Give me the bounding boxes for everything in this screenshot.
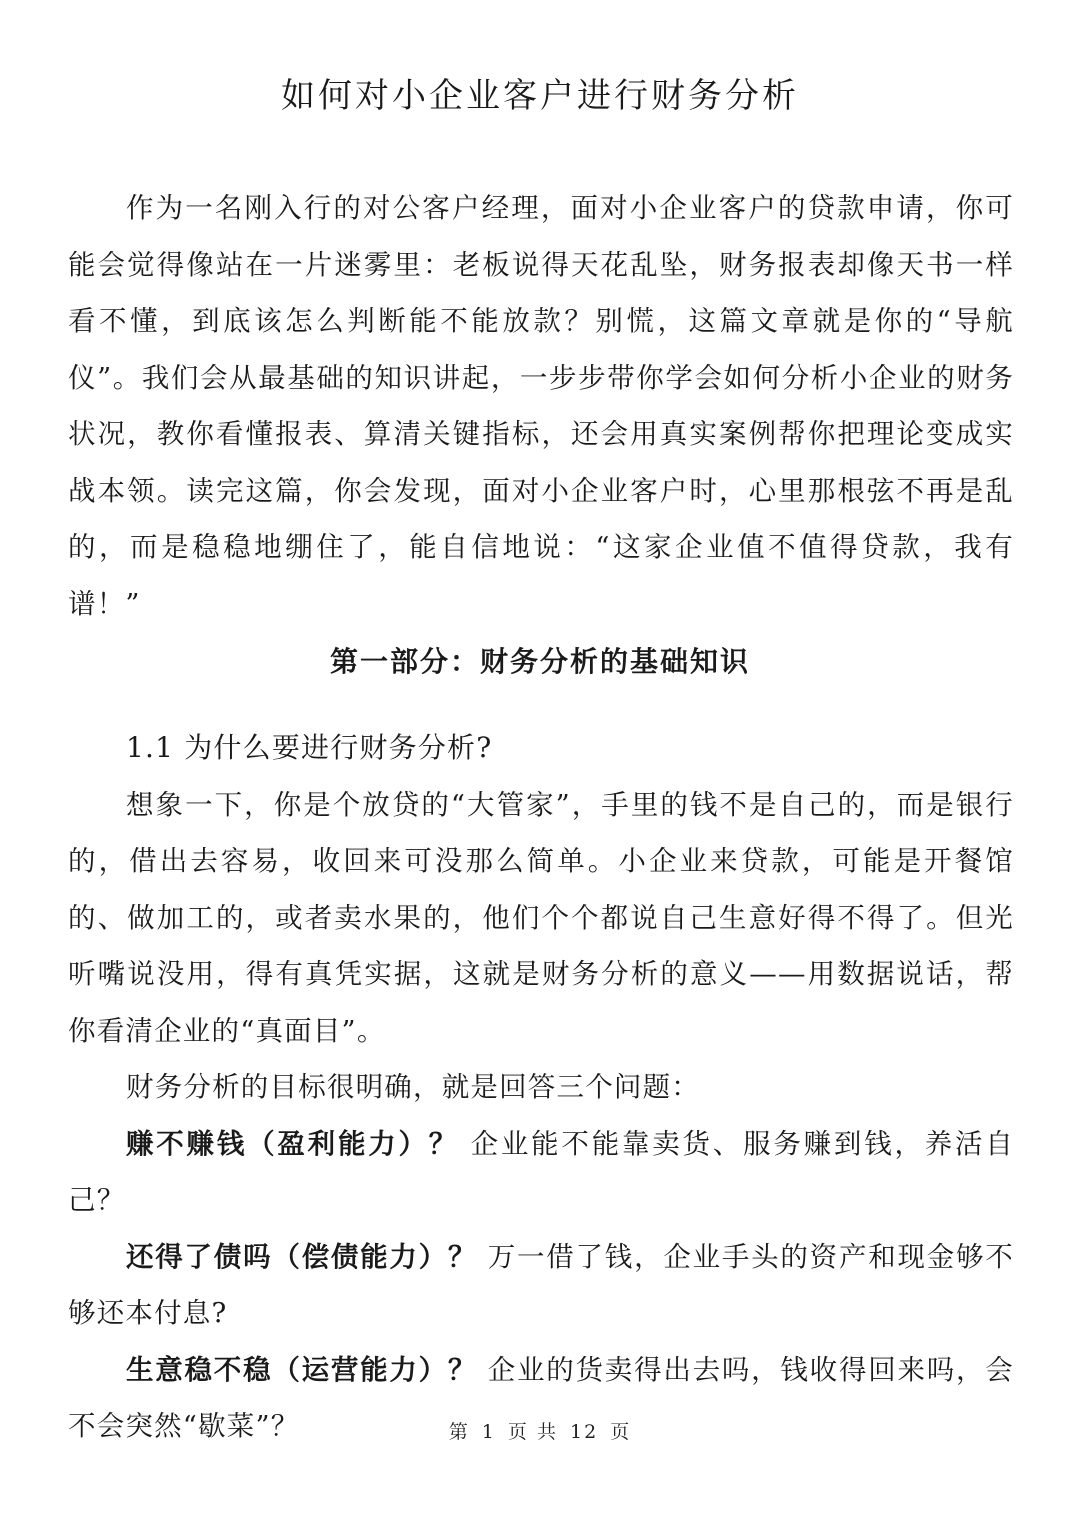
section-body <box>68 720 1014 1455</box>
question-label: 还得了债吗（偿债能力）？ <box>126 1240 478 1273</box>
question-paragraph-solvency <box>68 1229 1014 1342</box>
question-label: 生意稳不稳（运营能力）？ <box>126 1353 478 1386</box>
body-paragraph: 想象一下，你是个放贷的“大管家”，手里的钱不是自己的，而是银行的，借出去容易，收回来可没那么简单。小企业来贷款，可能是开餐馆的、做加工的，或者卖水果的，他们个个都说自己生意好得不得了。但光听嘴说没用，得有真凭实据，这就是财务分析的意义——用数据说话，帮你看清企业的“真面目”。 <box>68 788 1014 1047</box>
document-title: 如何对小企业客户进行财务分析 <box>281 76 799 116</box>
footer-suffix: 页 <box>610 1421 632 1443</box>
question-label: 赚不赚钱（盈利能力）？ <box>126 1127 460 1160</box>
page-footer <box>0 1418 1080 1446</box>
section-title: 第一部分：财务分析的基础知识 <box>329 645 750 678</box>
footer-total-pages: 12 <box>570 1421 599 1443</box>
question-text: 企业的货卖得出去吗，钱收得回来吗，会不会突然“歇菜”？ <box>68 1353 1014 1442</box>
goals-intro-paragraph: 财务分析的目标很明确，就是回答三个问题： <box>126 1071 700 1103</box>
question-text: 企业能不能靠卖货、服务赚到钱，养活自己？ <box>68 1127 1014 1216</box>
question-paragraph-profitability <box>68 1116 1014 1229</box>
footer-middle: 页 共 <box>507 1421 558 1443</box>
footer-prefix: 第 <box>448 1421 470 1443</box>
footer-page-number: 1 <box>481 1421 496 1443</box>
intro-paragraph: 作为一名刚入行的对公客户经理，面对小企业客户的贷款申请，你可能会觉得像站在一片迷雾里：老板说得天花乱坠，财务报表却像天书一样看不懂，到底该怎么判断能不能放款？别慌，这篇文章就是你的“导航仪”。我们会从最基础的知识讲起，一步步带你学会如何分析小企业的财务状况，教你看懂报表、算清关键指标，还会用真实案例帮你把理论变成实战本领。读完这篇，你会发现，面对小企业客户时，心里那根弦不再是乱的，而是稳稳地绷住了，能自信地说：“这家企业值不值得贷款，我有谱！” <box>68 192 1014 620</box>
question-text: 万一借了钱，企业手头的资产和现金够不够还本付息? <box>68 1240 1014 1329</box>
subsection-heading: 1.1 为什么要进行财务分析? <box>126 731 493 764</box>
intro-block <box>68 180 1014 632</box>
